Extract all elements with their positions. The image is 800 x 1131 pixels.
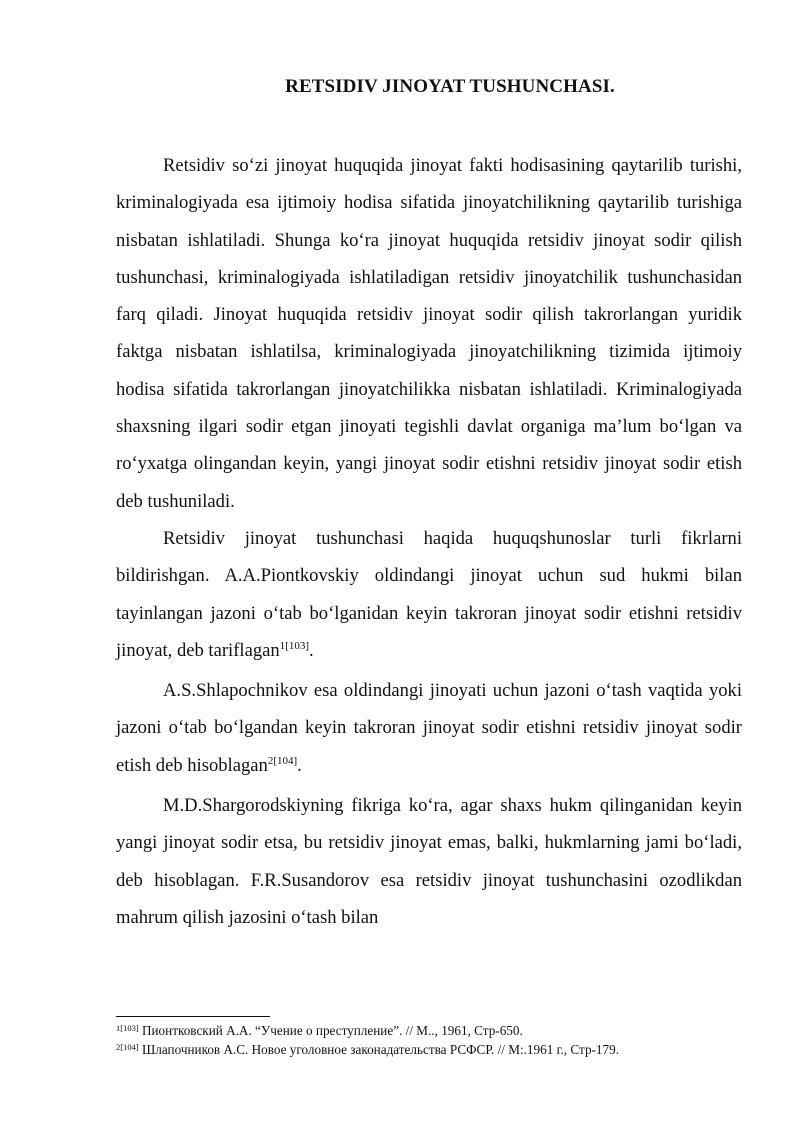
paragraph-1-text: Retsidiv so‘zi jinoyat huquqida jinoyat fakti hodisasining qaytarilib turishi, kriminalogiyada esa ijtimoiy hodisa sifatida jinoyatchilikning qaytarilib turishiga nisbatan ishlatiladi. Shunga ko‘ra jinoyat huquqida retsidiv jinoyat sodir qilish tushunchasi, kriminalogiyada ishlatiladigan retsidiv jinoyatchilik tushunchasidan farq qiladi. Jinoyat huquqida retsidiv jinoyat sodir qilish takrorlangan yuridik faktga nisbatan ishlatilsa, kriminalogiyada jinoyatchilikning tizimida ijtimoiy hodisa sifatida takrorlangan jinoyatchilikka nisbatan ishlatiladi. Kriminalogiyada shaxsning ilgari sodir etgan jinoyati tegishli davlat organiga ma’lum bo‘lgan va ro‘yxatga olingandan keyin, yangi jinoyat sodir etishni retsidiv jinoyat sodir etish deb tushuniladi. <box>116 155 742 512</box>
footnote-1 <box>116 1022 756 1041</box>
paragraph-4 <box>116 787 742 936</box>
footnotes <box>116 1022 756 1060</box>
paragraph-3 <box>116 672 742 787</box>
paragraph-1 <box>116 147 742 520</box>
paragraph-3-text: A.S.Shlapochnikov esa oldindangi jinoyati uchun jazoni o‘tash vaqtida yoki jazoni o‘tab bo‘lgandan keyin takroran jinoyat sodir etishni retsidiv jinoyat sodir etish deb hisoblagan <box>116 680 742 776</box>
footnote-reference-2[interactable]: 2[104] <box>267 754 298 767</box>
paragraph-2-text: Retsidiv jinoyat tushunchasi haqida huquqshunoslar turli fikrlarni bildirishgan. A.A.Piontkovskiy oldindangi jinoyat uchun sud hukmi bilan tayinlangan jazoni o‘tab bo‘lganidan keyin takroran jinoyat sodir etishni retsidiv jinoyat, deb tariflagan <box>116 527 742 661</box>
footnote-separator <box>116 1016 270 1017</box>
footnote-1-text: Пионтковский А.А. “Учение о преступление”. // М.., 1961, Стр-650. <box>141 1023 523 1038</box>
footnote-2-mark: 2[104] <box>116 1042 139 1052</box>
paragraph-2 <box>116 520 742 672</box>
document-title: RETSIDIV JINOYAT TUSHUNCHASI. <box>285 76 615 97</box>
paragraph-4-text: M.D.Shargorodskiyning fikriga ko‘ra, agar shaxs hukm qilinganidan keyin yangi jinoyat sodir etsa, bu retsidiv jinoyat emas, balki, hukmlarning jami bo‘ladi, deb hisoblagan. F.R.Susandorov esa retsidiv jinoyat tushunchasini ozodlikdan mahrum qilish jazosini o‘tash bilan <box>116 795 742 928</box>
footnote-reference-1[interactable]: 1[103] <box>279 639 309 652</box>
footnote-1-mark: 1[103] <box>116 1023 139 1033</box>
footnote-2-text: Шлапочников А.С. Новое уголовное законадательства РСФСР. // М:.1961 г., Стр-179. <box>141 1042 620 1057</box>
document-body <box>116 147 742 936</box>
paragraph-3-tail: . <box>297 754 302 776</box>
paragraph-2-tail: . <box>309 639 314 661</box>
footnote-2 <box>116 1041 756 1060</box>
